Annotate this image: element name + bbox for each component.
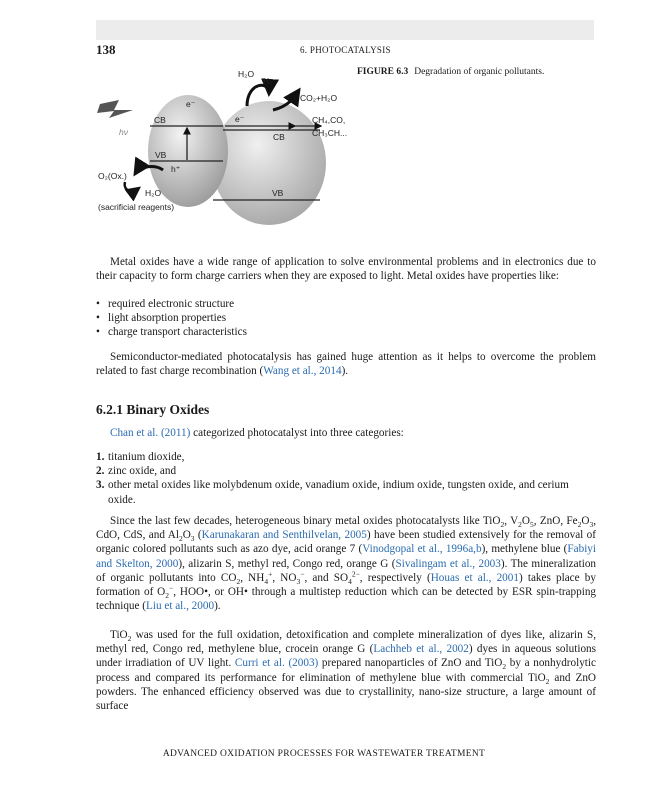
large-semiconductor-particle	[212, 101, 326, 225]
subscript: 5	[530, 520, 534, 530]
paragraph-text: Since the last few decades, heterogeneous binary metal oxides photocatalysts like TiO	[110, 515, 501, 527]
list-item	[96, 450, 596, 464]
label-cb-small: CB	[154, 115, 166, 125]
tio2-paragraph	[96, 628, 596, 713]
paragraph-text: ).	[214, 600, 221, 613]
subscript: 3	[296, 577, 301, 587]
paragraph-text: O	[581, 515, 590, 527]
property-bullet-list	[96, 297, 596, 340]
paragraph-text: was used for the full oxidation, detoxification and complete mineralization of dyes like, alizarin S, methyl red, Congo red, methylene blue, crocein orange G (	[96, 629, 596, 656]
page-footer: ADVANCED OXIDATION PROCESSES FOR WASTEWATER TREATMENT	[162, 749, 486, 759]
citation-link[interactable]: Wang et al., 2014	[263, 365, 342, 378]
sacrificial-reagent-arrow	[125, 182, 139, 191]
intro-paragraph-text: Metal oxides have a wide range of application to solve environmental problems and in electronics due to their capacity to form charge carriers when they are exposed to light. Metal oxides have properties like:	[96, 256, 596, 283]
list-number: 1.	[96, 451, 105, 463]
paragraph-text: , CdO, CdS, and Al	[96, 515, 596, 542]
figure-caption-text: Degradation of organic pollutants.	[414, 67, 545, 77]
list-item: • required electronic structure	[96, 297, 596, 311]
paragraph-text: categorized photocatalyst into three categories:	[190, 427, 404, 439]
subscript: 2	[545, 676, 550, 686]
paragraph-text: and ZnO powders. The enhanced efficiency observed was due to crystallinity, nano-size structure, a large amount of surface	[96, 671, 596, 713]
figure-caption-label: FIGURE 6.3	[357, 67, 409, 77]
list-number: 3.	[96, 479, 105, 492]
paragraph-text: ), methylene blue (	[481, 543, 568, 556]
label-h2o-top: H₂O	[238, 69, 255, 79]
superscript: +	[268, 569, 273, 579]
label-cb-big: CB	[273, 132, 285, 142]
subscript: 2	[127, 634, 132, 644]
citation-link[interactable]: Vinodgopal et al., 1996a,b	[362, 543, 482, 556]
citation-link[interactable]: Liu et al., 2000	[146, 600, 215, 613]
label-e-mid: e⁻	[235, 114, 245, 124]
citation-link[interactable]: Fabiyi and Skelton, 2000	[96, 543, 597, 570]
label-vb-big: VB	[272, 188, 284, 198]
label-vb-small: VB	[155, 150, 167, 160]
label-h2-top: H₂	[263, 76, 273, 86]
citation-link[interactable]: Chan et al. (2011)	[110, 427, 191, 439]
superscript: −	[168, 583, 174, 593]
label-hv: hν	[119, 127, 128, 137]
paragraph-text: , V	[504, 515, 519, 527]
citation-link[interactable]: Sivalingam et al., 2003	[395, 557, 501, 570]
paragraph-text: TiO	[110, 629, 128, 641]
paragraph-text: ).	[341, 365, 349, 378]
list-text: zinc oxide, and	[108, 465, 177, 478]
citation-link[interactable]: Lachheb et al., 2002	[373, 643, 469, 656]
paragraph-text: , NH	[240, 571, 265, 584]
paragraph-text: , HOO•, or OH• through a multistep reduction which can be detected by ESR spin-trapping technique (	[96, 586, 597, 613]
light-bolt-icon	[97, 100, 133, 118]
intro-paragraph	[96, 255, 596, 283]
paragraph-text: , and SO	[304, 571, 349, 584]
paragraph-text: ), alizarin S, methyl red, Congo red, orange G (	[178, 557, 396, 570]
subscript: 2	[165, 591, 169, 601]
superscript: 2−	[351, 569, 360, 579]
list-item	[96, 478, 596, 506]
binary-oxides-paragraph	[96, 514, 596, 613]
paragraph-text: O	[182, 529, 191, 542]
paragraph-text: (	[194, 529, 202, 542]
label-o2-ox: O₂(Ox.)	[98, 171, 127, 181]
subscript: 2	[518, 520, 522, 530]
page-number: 138	[96, 42, 116, 57]
superscript: −	[300, 569, 305, 579]
figure-caption	[357, 67, 597, 77]
paragraph-text: ) have been studied extensively for the removal of organic colored pollutants such as azo dye, acid orange 7 (	[96, 529, 596, 556]
paragraph-text: ) takes place by formation of O	[96, 571, 596, 599]
paragraph-text: , respectively (	[359, 571, 431, 584]
subscript: 3	[589, 520, 594, 530]
subscript: 2	[500, 520, 505, 530]
subscript: 3	[190, 534, 195, 544]
list-item	[96, 464, 596, 478]
label-e-small: e⁻	[186, 99, 196, 109]
label-h2o-bottom: H₂O	[145, 188, 162, 198]
subscript: 2	[577, 520, 582, 530]
running-head: 6. PHOTOCATALYSIS	[300, 45, 391, 55]
paragraph-text: ) dyes in aqueous solutions under irradiation of UV light.	[96, 643, 596, 670]
subscript: 2	[502, 662, 507, 672]
list-text: titanium dioxide,	[108, 451, 185, 463]
label-co2-h2o: CO₂+H₂O	[300, 93, 338, 103]
citation-link[interactable]: Houas et al., 2001	[430, 571, 519, 584]
section-lead	[96, 426, 596, 440]
paragraph-text: O	[521, 515, 531, 527]
subscript: 4	[348, 577, 352, 587]
paragraph-text: by a nonhydrolytic process and compared its performance for elimination of methylene blue with commercial TiO	[96, 657, 596, 684]
list-text: other metal oxides like molybdenum oxide, vanadium oxide, indium oxide, tungsten oxide, and cerium oxide.	[108, 479, 569, 506]
citation-link[interactable]: Karunakaran and Senthilvelan, 2005	[201, 529, 367, 542]
photocatalysis-paragraph	[96, 350, 596, 378]
subscript: 2	[236, 577, 241, 587]
paragraph-text: , ZnO, Fe	[533, 515, 578, 527]
header-bar	[96, 20, 594, 40]
paragraph-text: , NO	[272, 571, 297, 584]
paragraph-text: ). The mineralization of organic pollutants into CO	[96, 557, 597, 584]
paragraph-text: prepared nanoparticles of ZnO and TiO	[318, 657, 503, 670]
list-number: 2.	[96, 465, 105, 478]
citation-link[interactable]: Curri et al. (2003)	[234, 657, 319, 670]
subscript: 4	[264, 577, 269, 587]
list-item: • light absorption properties	[96, 311, 596, 325]
section-heading: 6.2.1 Binary Oxides	[96, 402, 210, 417]
paragraph-text: Semiconductor-mediated photocatalysis has gained huge attention as it helps to overcome the problem related to fast charge recombination (	[96, 351, 596, 378]
label-sacrificial: (sacrificial reagents)	[98, 202, 175, 212]
photocatalysis-diagram	[95, 60, 365, 230]
list-item: • charge transport characteristics	[96, 325, 596, 339]
label-h-plus: h⁺	[171, 164, 181, 174]
subscript: 2	[178, 534, 183, 544]
label-ch3ch: CH₃CH...	[312, 128, 348, 138]
category-numbered-list	[96, 450, 596, 507]
label-ch4-co: CH₄,CO,	[312, 115, 346, 125]
